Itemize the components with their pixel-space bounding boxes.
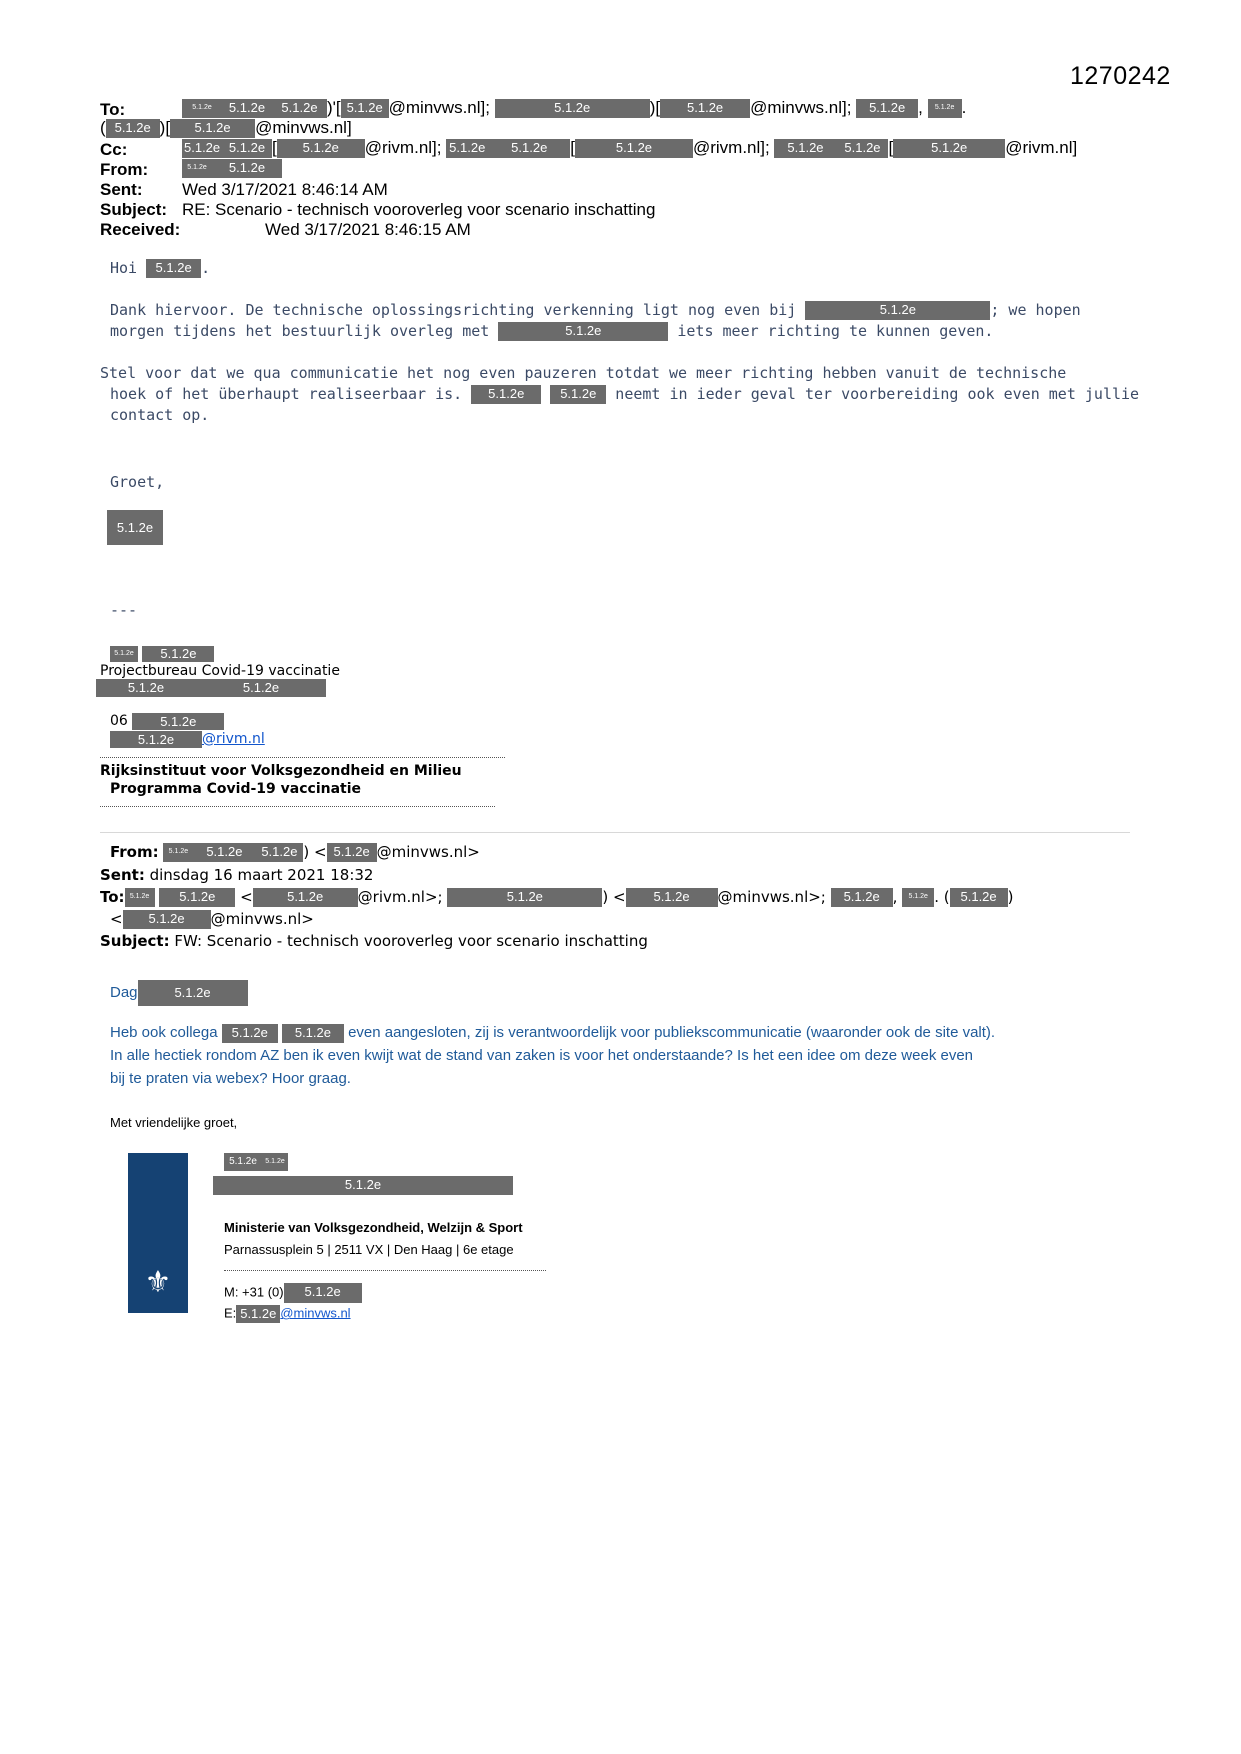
dotted-divider: [100, 757, 505, 758]
sender-name: [107, 510, 163, 545]
ministry-address: Parnassusplein 5 | 2511 VX | Den Haag | 6e etage: [224, 1242, 514, 1257]
fwd-to-cont: < 5.1.2e @minvws.nl>: [110, 910, 314, 928]
signature2-email: E: 5.1.2e @minvws.nl: [224, 1305, 351, 1321]
redaction: 5.1.2e: [498, 322, 668, 341]
paragraph-1-line-1: Dank hiervoor. De technische oplossingsrichting verkenning ligt nog even bij 5.1.2e ; we hopen: [110, 301, 1081, 319]
fwd-line-3: bij te praten via webex? Hoor graag.: [110, 1070, 351, 1087]
redaction: 5.1.2e: [272, 99, 327, 118]
redaction: 5.1.2e: [805, 301, 990, 320]
redaction: 5.1.2e: [255, 843, 303, 862]
redaction: 5.1.2e: [132, 713, 224, 730]
dotted-divider: [224, 1270, 546, 1271]
redaction: 5.1.2e: [170, 119, 255, 138]
signature2-title: [213, 1176, 513, 1195]
from-value: [182, 158, 282, 178]
redaction: 5.1.2e: [196, 679, 326, 697]
redaction: 5.1.2e: [224, 1153, 262, 1171]
signature-org: Rijksinstituut voor Volksgezondheid en Milieu: [100, 763, 462, 779]
redaction: 5.1.2e: [138, 980, 248, 1006]
redaction: 5.1.2e: [193, 843, 255, 862]
redaction: 5.1.2e: [159, 888, 235, 907]
fwd-line-2: In alle hectiek rondom AZ ben ik even kwijt wat de stand van zaken is voor het onderstaande? Is het een idee om deze week even: [110, 1047, 974, 1064]
redaction: 5.1.2e: [262, 1153, 288, 1171]
redaction: 5.1.2e: [902, 888, 934, 907]
signature2-mobile: M: +31 (0) 5.1.2e: [224, 1283, 362, 1303]
sent-value: Wed 3/17/2021 8:46:14 AM: [182, 180, 388, 199]
signature-email: [110, 730, 265, 748]
redaction: 5.1.2e: [928, 99, 962, 118]
separator: ---: [110, 601, 138, 619]
signature2-name: [224, 1153, 288, 1171]
crest-icon: ⚜: [144, 1266, 172, 1299]
to-label: To:: [100, 100, 126, 119]
redaction: 5.1.2e: [282, 1024, 344, 1043]
redaction: 5.1.2e: [142, 646, 214, 662]
redaction: 5.1.2e: [213, 1176, 513, 1195]
closing: Groet,: [110, 473, 165, 491]
redaction: 5.1.2e: [182, 159, 212, 178]
redaction: 5.1.2e: [125, 888, 155, 907]
dotted-divider: [100, 806, 495, 807]
subject-value: RE: Scenario - technisch vooroverleg voor scenario inschatting: [182, 200, 656, 219]
redaction: 5.1.2e: [341, 99, 389, 118]
redaction: 5.1.2e: [856, 99, 918, 118]
redaction: 5.1.2e: [123, 910, 211, 929]
redaction: 5.1.2e: [107, 510, 163, 545]
redaction: 5.1.2e: [774, 139, 836, 158]
paragraph-2-line-1: Stel voor dat we qua communicatie het nog even pauzeren totdat we meer richting hebben vanuit de technische: [100, 364, 1067, 382]
email-domain: @rivm.nl]: [1005, 138, 1078, 157]
redaction: 5.1.2e: [222, 1024, 278, 1043]
fwd-line-1: Heb ook collega 5.1.2e 5.1.2e even aangesloten, zij is verantwoordelijk voor publiekscommunicatie (waaronder ook de site valt).: [110, 1024, 996, 1041]
redaction: 5.1.2e: [212, 159, 282, 178]
to-recipients-cont: ( 5.1.2e )[ 5.1.2e @minvws.nl]: [100, 118, 352, 137]
cc-label: Cc:: [100, 140, 128, 159]
email-domain: @rivm.nl];: [364, 138, 442, 157]
signature-title: [96, 679, 326, 697]
redaction: 5.1.2e: [836, 139, 888, 158]
redaction: 5.1.2e: [110, 731, 202, 748]
redaction: 5.1.2e: [447, 888, 602, 907]
received-label: Received:: [100, 220, 181, 239]
redaction: 5.1.2e: [575, 139, 693, 158]
redaction: 5.1.2e: [284, 1283, 362, 1303]
redaction: 5.1.2e: [182, 99, 222, 118]
signature-name: [110, 645, 214, 663]
fwd-closing: Met vriendelijke groet,: [110, 1115, 238, 1130]
received-value: Wed 3/17/2021 8:46:15 AM: [265, 220, 471, 239]
redaction: 5.1.2e: [253, 888, 358, 907]
email-domain: @minvws.nl]: [255, 118, 352, 137]
email-domain: @minvws.nl];: [388, 98, 490, 117]
fwd-greeting: Dag 5.1.2e: [110, 980, 248, 1006]
message-divider: [100, 832, 1130, 833]
from-label: From:: [100, 160, 149, 179]
signature-phone: 06 5.1.2e: [110, 712, 224, 730]
sent-label: Sent:: [100, 180, 143, 199]
redaction: 5.1.2e: [660, 99, 750, 118]
paragraph-2-line-3: contact op.: [110, 406, 210, 424]
redaction: 5.1.2e: [146, 259, 201, 278]
redaction: 5.1.2e: [831, 888, 893, 907]
redaction: 5.1.2e: [277, 139, 365, 158]
redaction: 5.1.2e: [110, 646, 138, 662]
email-link[interactable]: @minvws.nl: [280, 1305, 351, 1321]
cc-recipients: 5.1.2e 5.1.2e [ 5.1.2e @rivm.nl]; 5.1.2e 5.1.2e [ 5.1.2e @rivm.nl]; 5.1.2e 5.1.2e [ 5.1.2e @rivm.nl]: [184, 138, 1078, 157]
rijksoverheid-logo: [128, 1153, 188, 1313]
paragraph-2-line-2: hoek of het überhaupt realiseerbaar is. 5.1.2e 5.1.2e neemt in ieder geval ter voorbereiding ook even met jullie: [110, 385, 1140, 403]
redaction: 5.1.2e: [106, 119, 160, 138]
redaction: 5.1.2e: [222, 139, 272, 158]
document-number: 1270242: [1070, 62, 1171, 90]
email-domain: @rivm.nl];: [692, 138, 770, 157]
redaction: 5.1.2e: [626, 888, 718, 907]
fwd-subject: Subject: FW: Scenario - technisch vooroverleg voor scenario inschatting: [100, 932, 648, 950]
redaction: 5.1.2e: [327, 843, 377, 862]
redaction: 5.1.2e: [950, 888, 1008, 907]
greeting: Hoi 5.1.2e .: [110, 259, 211, 277]
redaction: 5.1.2e: [893, 139, 1005, 158]
subject-label: Subject:: [100, 200, 168, 219]
ministry-name: Ministerie van Volksgezondheid, Welzijn & Sport: [224, 1220, 523, 1235]
to-recipients: 5.1.2e 5.1.2e 5.1.2e )'[ 5.1.2e @minvws.nl]; 5.1.2e )[ 5.1.2e @minvws.nl]; 5.1.2e , 5.1.2e .: [182, 98, 966, 118]
fwd-to: To: 5.1.2e 5.1.2e < 5.1.2e @rivm.nl>; 5.1.2e ) < 5.1.2e @minvws.nl>; 5.1.2e , 5.1.2e . ( 5.1.2e ): [100, 888, 1014, 906]
redaction: 5.1.2e: [488, 139, 570, 158]
redaction: 5.1.2e: [182, 139, 222, 158]
signature-program: Programma Covid-19 vaccinatie: [110, 781, 362, 797]
redaction: 5.1.2e: [96, 679, 196, 697]
redaction: 5.1.2e: [222, 99, 272, 118]
fwd-sent: Sent: dinsdag 16 maart 2021 18:32: [100, 866, 374, 884]
signature-dept: Projectbureau Covid-19 vaccinatie: [100, 663, 340, 679]
email-link[interactable]: @rivm.nl: [202, 731, 265, 747]
fwd-from: From: 5.1.2e 5.1.2e 5.1.2e ) < 5.1.2e @minvws.nl>: [110, 843, 480, 861]
redaction: 5.1.2e: [471, 385, 541, 404]
redaction: 5.1.2e: [550, 385, 606, 404]
redaction: 5.1.2e: [446, 139, 488, 158]
redaction: 5.1.2e: [495, 99, 650, 118]
redaction: 5.1.2e: [163, 843, 193, 862]
paragraph-1-line-2: morgen tijdens het bestuurlijk overleg met 5.1.2e iets meer richting te kunnen geven.: [110, 322, 994, 340]
redaction: 5.1.2e: [236, 1305, 280, 1323]
email-domain: @minvws.nl];: [750, 98, 852, 117]
